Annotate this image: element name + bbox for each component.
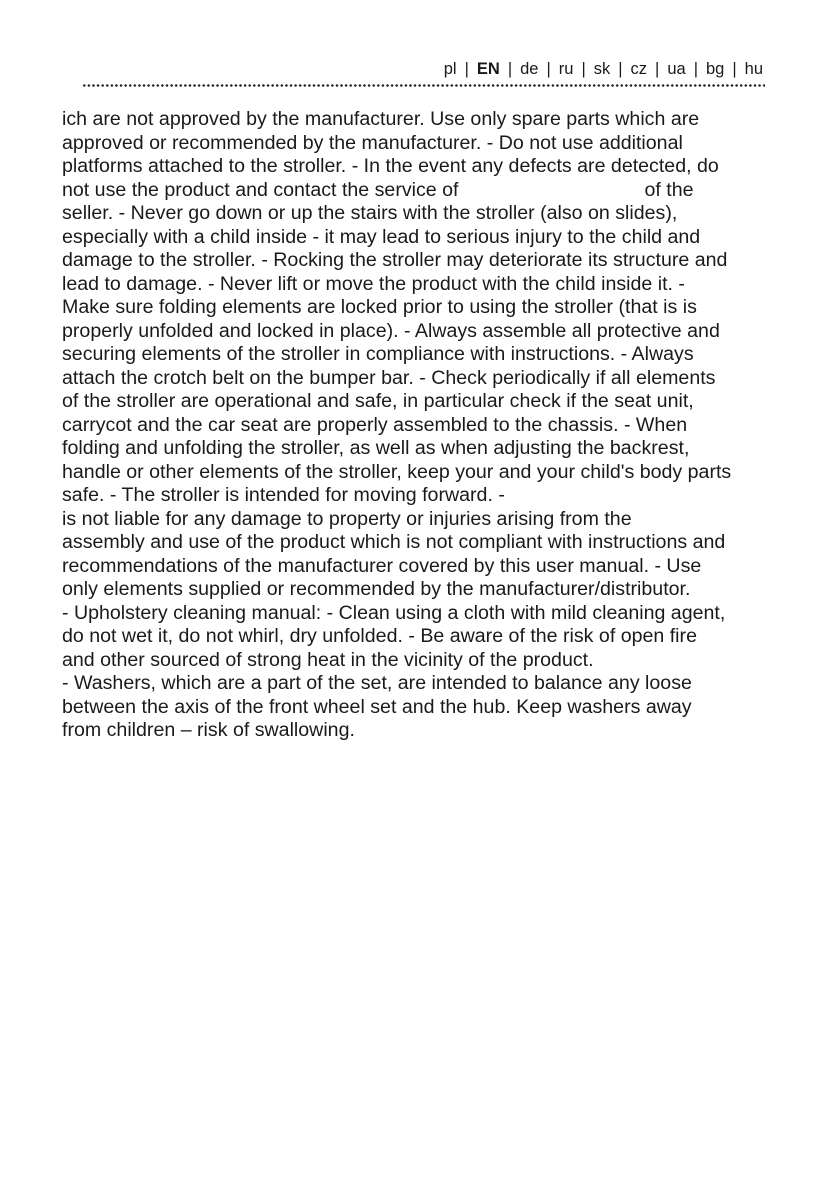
text-line: especially with a child inside - it may lead to serious injury to the child and <box>62 225 701 248</box>
text-line: folding and unfolding the stroller, as well as when adjusting the backrest, <box>62 437 690 459</box>
lang-cz[interactable]: cz <box>630 60 648 78</box>
lang-ua[interactable]: ua <box>667 60 686 78</box>
text-line: - Washers, which are a part of the set, are intended to balance any loose <box>62 672 692 694</box>
manual-text-block <box>62 108 782 743</box>
lang-de[interactable]: de <box>520 60 539 78</box>
lang-sk[interactable]: sk <box>593 60 611 78</box>
lang-bg[interactable]: bg <box>705 60 725 78</box>
lang-en[interactable]: EN <box>476 60 500 78</box>
text-line: carrycot and the car seat are properly assembled to the chassis. - When <box>62 413 688 436</box>
lang-separator: | <box>655 60 660 78</box>
text-line: between the axis of the front wheel set and the hub. Keep washers away <box>62 695 692 718</box>
lang-separator: | <box>732 60 737 78</box>
text-line: is not liable for any damage to property or injuries arising from the <box>62 507 632 530</box>
text-line: only elements supplied or recommended by the manufacturer/distributor. <box>62 578 691 600</box>
text-line: do not wet it, do not whirl, dry unfolded. - Be aware of the risk of open fire <box>62 625 697 647</box>
lang-separator: | <box>464 60 469 78</box>
text-line: of the stroller are operational and safe, in particular check if the seat unit, <box>62 390 694 412</box>
lang-separator: | <box>618 60 623 78</box>
lang-ru[interactable]: ru <box>558 60 574 78</box>
text-line: ich are not approved by the manufacturer. Use only spare parts which are <box>62 108 700 130</box>
lang-separator: | <box>581 60 586 78</box>
text-line: damage to the stroller. - Rocking the stroller may deteriorate its structure and <box>62 249 728 271</box>
lang-hu[interactable]: hu <box>744 60 763 78</box>
text-segment: of the <box>644 178 694 201</box>
text-line: from children – risk of swallowing. <box>62 719 355 741</box>
text-line: attach the crotch belt on the bumper bar. - Check periodically if all elements <box>62 366 716 389</box>
lang-separator: | <box>693 60 698 78</box>
text-line: recommendations of the manufacturer covered by this user manual. - Use <box>62 554 702 577</box>
lang-separator: | <box>546 60 551 78</box>
text-line: Make sure folding elements are locked prior to using the stroller (that is is <box>62 296 697 318</box>
text-line <box>62 179 782 203</box>
text-line: assembly and use of the product which is not compliant with instructions and <box>62 531 726 553</box>
text-line: lead to damage. - Never lift or move the product with the child inside it. - <box>62 272 685 295</box>
text-line: seller. - Never go down or up the stairs with the stroller (also on slides), <box>62 202 678 224</box>
text-line: - Upholstery cleaning manual: - Clean using a cloth with mild cleaning agent, <box>62 601 726 624</box>
text-line: platforms attached to the stroller. - In the event any defects are detected, do <box>62 155 719 177</box>
text-segment: not use the product and contact the service of <box>62 178 459 201</box>
dotted-divider <box>82 84 765 87</box>
text-line: and other sourced of strong heat in the vicinity of the product. <box>62 648 594 671</box>
text-line: properly unfolded and locked in place). - Always assemble all protective and <box>62 319 720 342</box>
text-line: securing elements of the stroller in compliance with instructions. - Always <box>62 343 694 365</box>
language-selector <box>444 58 763 80</box>
text-line: approved or recommended by the manufacturer. - Do not use additional <box>62 131 683 154</box>
text-line: safe. - The stroller is intended for moving forward. - <box>62 484 505 506</box>
text-line: handle or other elements of the stroller, keep your and your child's body parts <box>62 460 732 483</box>
lang-separator: | <box>507 60 513 78</box>
lang-pl[interactable]: pl <box>443 60 457 78</box>
